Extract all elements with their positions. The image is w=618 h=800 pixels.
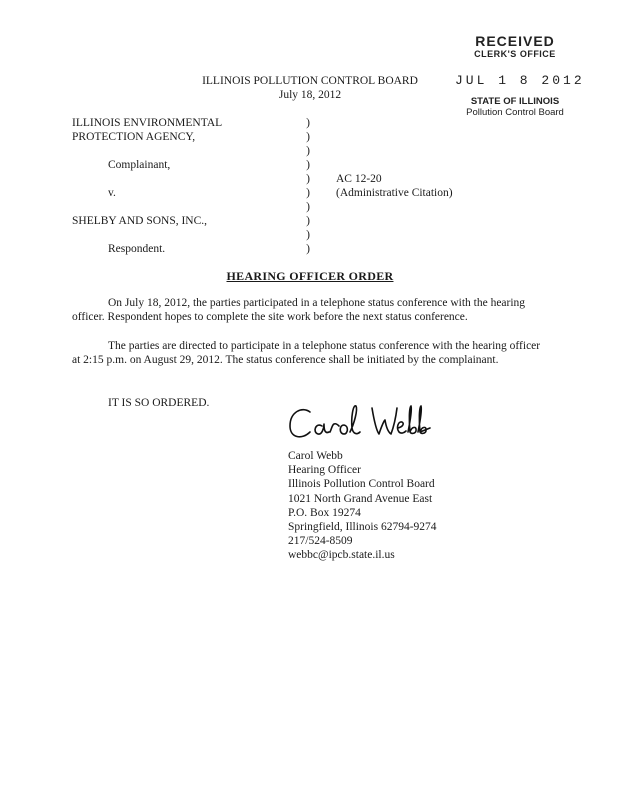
case-type: (Administrative Citation) [336,187,453,199]
signer-address1: 1021 North Grand Avenue East [288,492,433,505]
caption-paren: ) [306,187,310,199]
order-paragraph-1 [72,296,544,324]
stamp-date: JUL 1 8 2012 [455,73,585,88]
signature-text: Carol Webb [284,398,289,399]
header-date: July 18, 2012 [278,89,342,101]
complainant-role: Complainant, [108,159,171,171]
signer-email: webbc@ipcb.state.il.us [288,549,395,562]
stamp-board: Pollution Control Board [466,107,564,118]
respondent-role: Respondent. [108,243,166,255]
signer-address2: P.O. Box 19274 [288,506,361,519]
order-paragraph-1-text: On July 18, 2012, the parties participated in a telephone status conference with the hearing officer. Respondent hopes to complete the site work before the next status conference. [72,297,526,323]
handwritten-signature [284,398,434,446]
order-title: HEARING OFFICER ORDER [226,269,394,283]
caption-paren: ) [306,159,310,171]
board-name: ILLINOIS POLLUTION CONTROL BOARD [202,75,418,87]
order-paragraph-2-text: The parties are directed to participate in a telephone status conference with the hearing officer at 2:15 p.m. on August 29, 2012. The status conference shall be initiated by the complainant. [72,340,541,366]
stamp-received-text: RECEIVED [475,33,555,49]
signature-block [288,449,437,563]
order-closing: IT IS SO ORDERED. [108,397,210,409]
caption-paren: ) [306,243,310,255]
case-number: AC 12-20 [336,173,382,185]
complainant-name-line2: PROTECTION AGENCY, [72,131,196,143]
caption-paren: ) [306,229,310,241]
complainant-name-line1: ILLINOIS ENVIRONMENTAL [72,117,223,129]
signer-org: Illinois Pollution Control Board [288,478,435,491]
respondent-name: SHELBY AND SONS, INC., [72,215,208,227]
caption-paren: ) [306,215,310,227]
caption-paren: ) [306,173,310,185]
order-paragraph-2 [72,339,544,367]
signer-name: Carol Webb [288,450,343,462]
caption-paren: ) [306,145,310,157]
stamp-office-text: CLERK'S OFFICE [474,49,556,59]
signer-city: Springfield, Illinois 62794-9274 [288,521,437,534]
caption-paren: ) [306,201,310,213]
versus: v. [108,187,116,199]
stamp-state: STATE OF ILLINOIS [470,96,560,107]
caption-paren: ) [306,131,310,143]
signer-phone: 217/524-8509 [288,535,353,548]
caption-paren: ) [306,117,310,129]
received-stamp [455,33,585,118]
signer-title: Hearing Officer [288,464,361,477]
